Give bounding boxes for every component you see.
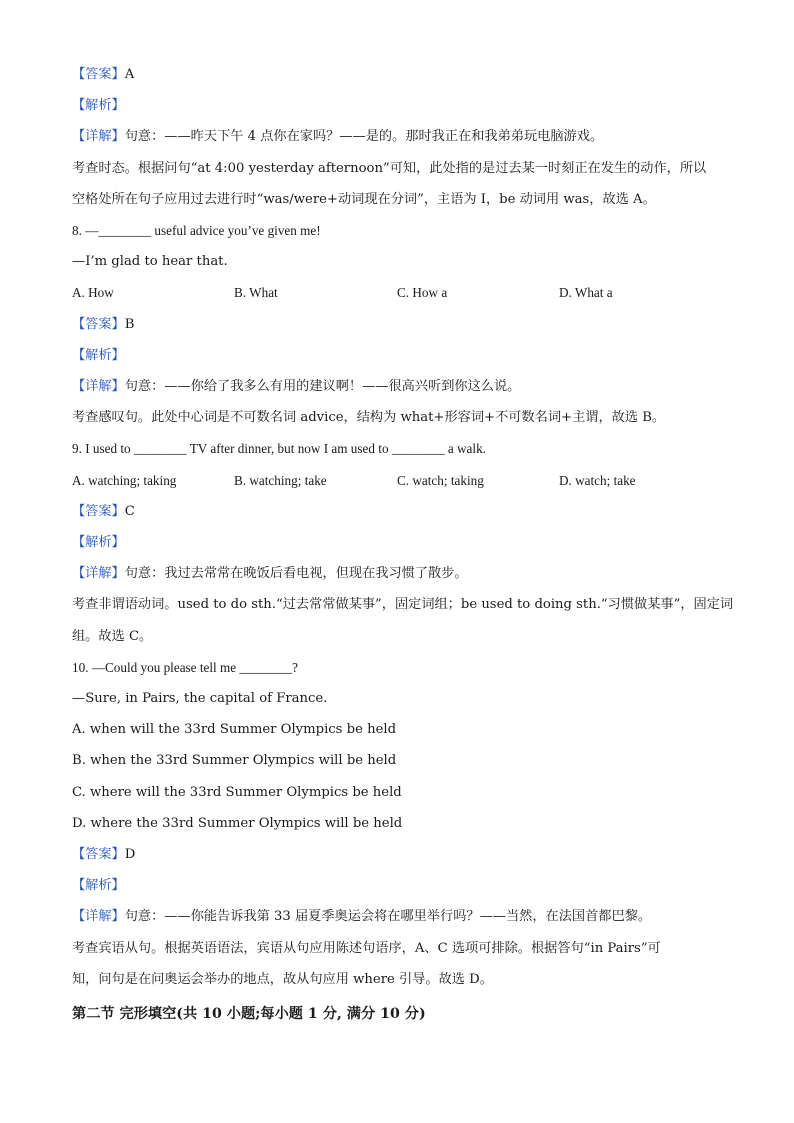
option-item: C. How a xyxy=(397,285,448,301)
line-text: 考查时态。根据问句“at 4:00 yesterday afternoon”可知，此处指的是过去某一时刻正在发生的动作，所以 xyxy=(72,160,707,176)
line-text: 句意：我过去常常在晚饭后看电视，但现在我习惯了散步。 xyxy=(124,566,468,582)
text-line xyxy=(72,720,724,740)
line-text: —Sure, in Pairs, the capital of France. xyxy=(72,691,328,706)
bracket-tag: 【解析】 xyxy=(72,347,125,363)
analysis-label xyxy=(72,346,724,366)
line-text: 考查感叹句。此处中心词是不可数名词 advice，结构为 what+形容词+不可数名词+主谓，故选 B。 xyxy=(72,410,666,426)
line-text: D xyxy=(124,847,136,862)
detail-line xyxy=(72,377,724,397)
option-item: C. watch; taking xyxy=(397,472,484,488)
option-item: D. watch; take xyxy=(559,472,636,488)
question-line xyxy=(72,658,724,678)
line-text: 句意：——你给了我多么有用的建议啊！——很高兴听到你这么说。 xyxy=(124,379,521,394)
line-text: —I’m glad to hear that. xyxy=(72,254,228,270)
option-item: D. What a xyxy=(559,285,613,301)
text-line xyxy=(72,190,724,210)
line-text: 知，问句是在问奥运会举办的地点，故从句应用 where 引导。故选 D。 xyxy=(72,971,493,987)
text-line xyxy=(72,783,724,803)
text-line xyxy=(72,970,724,990)
bracket-tag: 【详解】 xyxy=(72,909,125,925)
line-text: D. where the 33rd Summer Olympics will be held xyxy=(72,815,403,831)
text-line xyxy=(72,408,724,428)
detail-line xyxy=(72,564,724,584)
bracket-tag: 【详解】 xyxy=(72,379,125,394)
bracket-tag: 【解析】 xyxy=(72,878,125,894)
question-line xyxy=(72,221,724,241)
bracket-tag: 【解析】 xyxy=(72,98,125,114)
line-text: 8. —________ useful advice you’ve given me! xyxy=(72,223,321,238)
text-line xyxy=(72,595,734,615)
analysis-label xyxy=(72,96,724,116)
text-line xyxy=(72,252,724,272)
text-line xyxy=(72,814,724,834)
analysis-label xyxy=(72,533,724,553)
line-text: C xyxy=(124,503,135,519)
line-text: B xyxy=(124,316,135,332)
line-text: 10. —Could you please tell me ________? xyxy=(72,659,298,675)
line-text: 9. I used to ________ TV after dinner, but now I am used to ________ a walk. xyxy=(72,441,486,457)
option-item: A. watching; taking xyxy=(72,472,177,488)
bracket-tag: 【答案】 xyxy=(72,503,125,519)
text-line xyxy=(72,159,724,179)
analysis-label xyxy=(72,876,724,896)
text-line xyxy=(72,751,724,771)
text-line xyxy=(72,689,724,709)
option-item: B. What xyxy=(234,285,278,301)
bracket-tag: 【答案】 xyxy=(72,67,125,82)
bracket-tag: 【答案】 xyxy=(72,316,125,332)
option-item: A. How xyxy=(72,285,114,301)
text-line xyxy=(72,939,724,959)
answer-line xyxy=(72,315,724,335)
bracket-tag: 【解析】 xyxy=(72,535,125,550)
section-heading: 第二节 完形填空(共 10 小题;每小题 1 分, 满分 10 分) xyxy=(72,1006,426,1022)
answer-line xyxy=(72,502,724,522)
line-text: A xyxy=(124,67,135,82)
line-text: 考查宾语从句。根据英语语法，宾语从句应用陈述句语序，A、C 选项可排除。根据答句“in Pairs”可 xyxy=(72,940,661,956)
bracket-tag: 【答案】 xyxy=(72,847,125,862)
line-text: 组。故选 C。 xyxy=(72,628,153,644)
line-text: 句意：——你能告诉我第 33 届夏季奥运会将在哪里举行吗？——当然，在法国首都巴黎。 xyxy=(124,909,652,925)
line-text: C. where will the 33rd Summer Olympics be held xyxy=(72,784,402,800)
line-text: A. when will the 33rd Summer Olympics be held xyxy=(72,722,397,738)
text-line xyxy=(72,627,724,647)
line-text: 考查非谓语动词。used to do sth.“过去常常做某事”，固定词组；be used to doing sth.“习惯做某事”，固定词 xyxy=(72,597,734,613)
answer-line xyxy=(72,65,724,85)
bracket-tag: 【详解】 xyxy=(72,129,125,145)
line-text: 句意：——昨天下午 4 点你在家吗？——是的。那时我正在和我弟弟玩电脑游戏。 xyxy=(124,129,604,145)
option-item: B. watching; take xyxy=(234,472,327,488)
line-text: B. when the 33rd Summer Olympics will be held xyxy=(72,753,397,769)
question-line xyxy=(72,439,724,459)
detail-line xyxy=(72,127,724,147)
bracket-tag: 【详解】 xyxy=(72,566,125,582)
line-text: 空格处所在句子应用过去进行时“was/were+动词现在分词”，主语为 I，be 动词用 was，故选 A。 xyxy=(72,191,656,207)
answer-line xyxy=(72,845,724,865)
detail-line xyxy=(72,907,724,927)
